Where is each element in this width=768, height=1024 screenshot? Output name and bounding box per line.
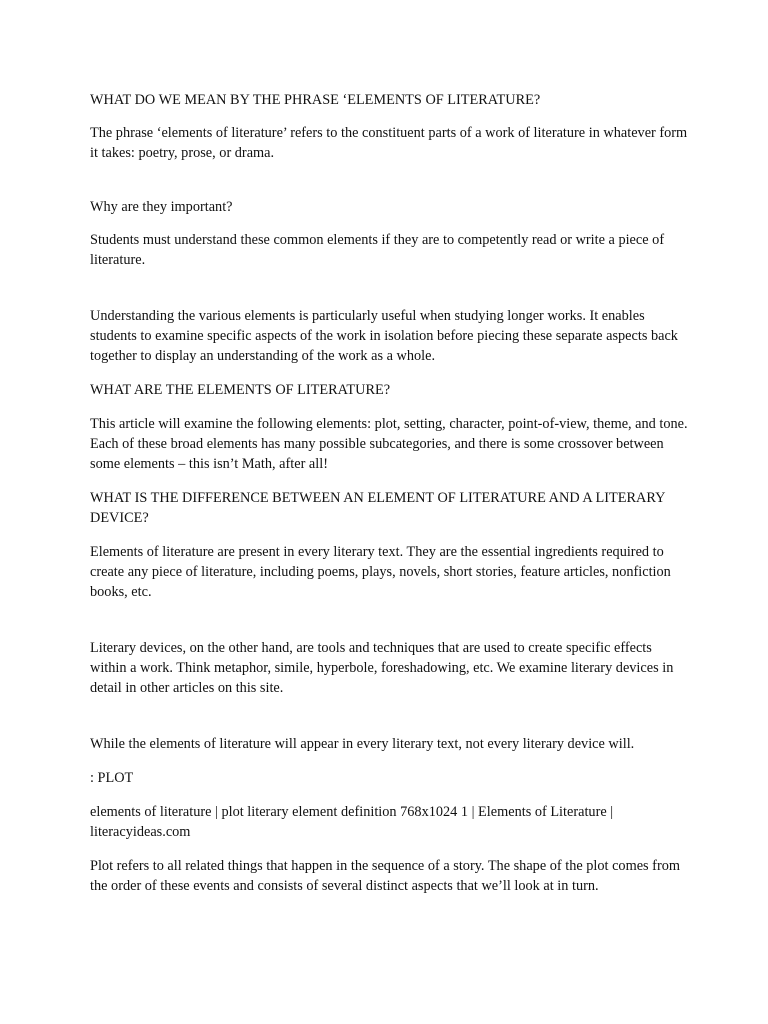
spacer [90,528,690,542]
spacer [90,602,690,638]
paragraph-phrase-definition: The phrase ‘elements of literature’ refers to the constituent parts of a work of literature in whatever form it takes: poetry, prose, or drama. [90,125,688,161]
spacer [90,400,690,414]
paragraph-understanding-elements: Understanding the various elements is particularly useful when studying longer works. It enables students to examine specific aspects of the work in isolation before piecing these separate aspects back together to display an understanding of the work as a whole. [90,308,678,364]
subheading-why-important: Why are they important? [90,199,233,215]
paragraph-literary-devices: Literary devices, on the other hand, are tools and techniques that are used to create specific effects within a work. Think metaphor, simile, hyperbole, foreshadowing, etc. We examine literary devices in detail in other articles on this site. [90,640,674,696]
spacer [90,698,690,734]
spacer [90,270,690,306]
heading-difference: WHAT IS THE DIFFERENCE BETWEEN AN ELEMENT OF LITERATURE AND A LITERARY DEVICE? [90,490,665,526]
paragraph-article-examines: This article will examine the following elements: plot, setting, character, point-of-view, theme, and tone. Each of these broad elements has many possible subcategories, and there is some crossover between some elements – this isn’t Math, after all! [90,416,688,472]
spacer [90,788,690,802]
spacer [90,110,690,123]
paragraph-students-must: Students must understand these common elements if they are to competently read or write a piece of literature. [90,232,665,268]
spacer [90,217,690,230]
spacer [90,754,690,768]
spacer [90,474,690,488]
paragraph-plot-refers: Plot refers to all related things that happen in the sequence of a story. The shape of the plot comes from the order of these events and consists of several distinct aspects that we’ll look at in turn. [90,858,680,894]
spacer [90,163,690,197]
paragraph-elements-present: Elements of literature are present in every literary text. They are the essential ingredients required to create any piece of literature, including poems, plays, novels, short stories, feature articles, nonfiction books, etc. [90,544,671,600]
plot-label: : PLOT [90,770,134,786]
heading-what-are-elements: WHAT ARE THE ELEMENTS OF LITERATURE? [90,382,391,398]
document-body [90,90,690,896]
heading-what-do-we-mean: WHAT DO WE MEAN BY THE PHRASE ‘ELEMENTS OF LITERATURE? [90,92,541,108]
spacer [90,366,690,380]
paragraph-while-elements: While the elements of literature will appear in every literary text, not every literary device will. [90,736,635,752]
spacer [90,842,690,856]
image-caption: elements of literature | plot literary element definition 768x1024 1 | Elements of Literature | literacyideas.com [90,804,614,840]
